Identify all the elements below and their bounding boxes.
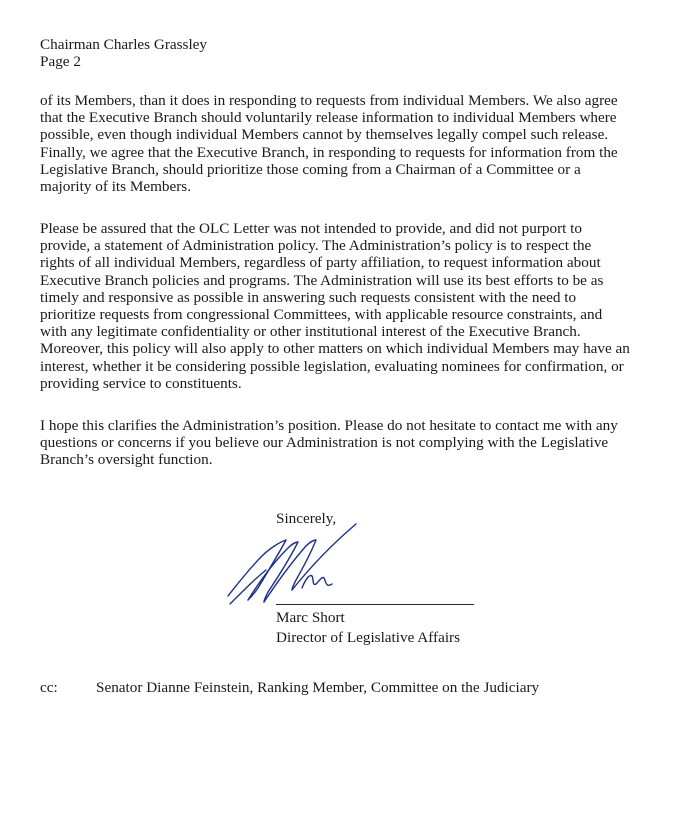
signer-block: [276, 608, 460, 648]
text-line: Finally, we agree that the Executive Branch, in responding to requests for information from the: [40, 143, 618, 161]
text-line: provide, a statement of Administration policy. The Administration’s policy is to respect the: [40, 237, 592, 255]
text-line: providing service to constituents.: [40, 374, 242, 392]
closing-salutation: Sincerely,: [276, 510, 337, 527]
paragraph-3: [40, 417, 618, 469]
text-line: possible, even though individual Members cannot by themselves legally compel such release.: [40, 126, 609, 144]
signature-line: [276, 604, 474, 605]
letter-header: [40, 36, 207, 70]
text-line: of its Members, than it does in responding to requests from individual Members. We also agree: [40, 92, 618, 109]
text-line: interest, whether it be considering possible legislation, evaluating nominees for confirmation, or: [40, 357, 624, 375]
handwritten-signature-icon: [222, 518, 362, 610]
paragraph-2: [40, 220, 630, 392]
cc-label: cc:: [40, 679, 58, 696]
text-line: questions or concerns if you believe our Administration is not complying with the Legislative: [40, 434, 609, 452]
text-line: I hope this clarifies the Administration’s position. Please do not hesitate to contact me with any: [40, 417, 618, 434]
recipient-line: Chairman Charles Grassley: [40, 36, 208, 53]
text-line: prioritize requests from congressional Committees, with applicable resource constraints, and: [40, 306, 603, 324]
text-line: timely and responsive as possible in answering such requests consistent with the need to: [40, 288, 577, 306]
text-line: with any legitimate confidentiality or other institutional interest of the Executive Branch.: [40, 323, 581, 341]
paragraph-1: [40, 92, 618, 195]
signer-title: Director of Legislative Affairs: [276, 629, 461, 646]
text-line: Legislative Branch, should prioritize those coming from a Chairman of a Committee or a: [40, 160, 581, 178]
text-line: majority of its Members.: [40, 178, 192, 196]
text-line: Please be assured that the OLC Letter was not intended to provide, and did not purport to: [40, 220, 582, 237]
text-line: that the Executive Branch should voluntarily release information to individual Members where: [40, 109, 617, 127]
text-line: rights of all individual Members, regardless of party affiliation, to request information about: [40, 254, 601, 272]
text-line: Executive Branch policies and programs. The Administration will use its best efforts to be as: [40, 271, 604, 289]
cc-recipient: Senator Dianne Feinstein, Ranking Member, Committee on the Judiciary: [96, 679, 540, 696]
page-number: Page 2: [40, 53, 81, 70]
text-line: Moreover, this policy will also apply to other matters on which individual Members may have an: [40, 340, 630, 358]
signer-name: Marc Short: [276, 609, 345, 626]
text-line: Branch’s oversight function.: [40, 451, 213, 469]
